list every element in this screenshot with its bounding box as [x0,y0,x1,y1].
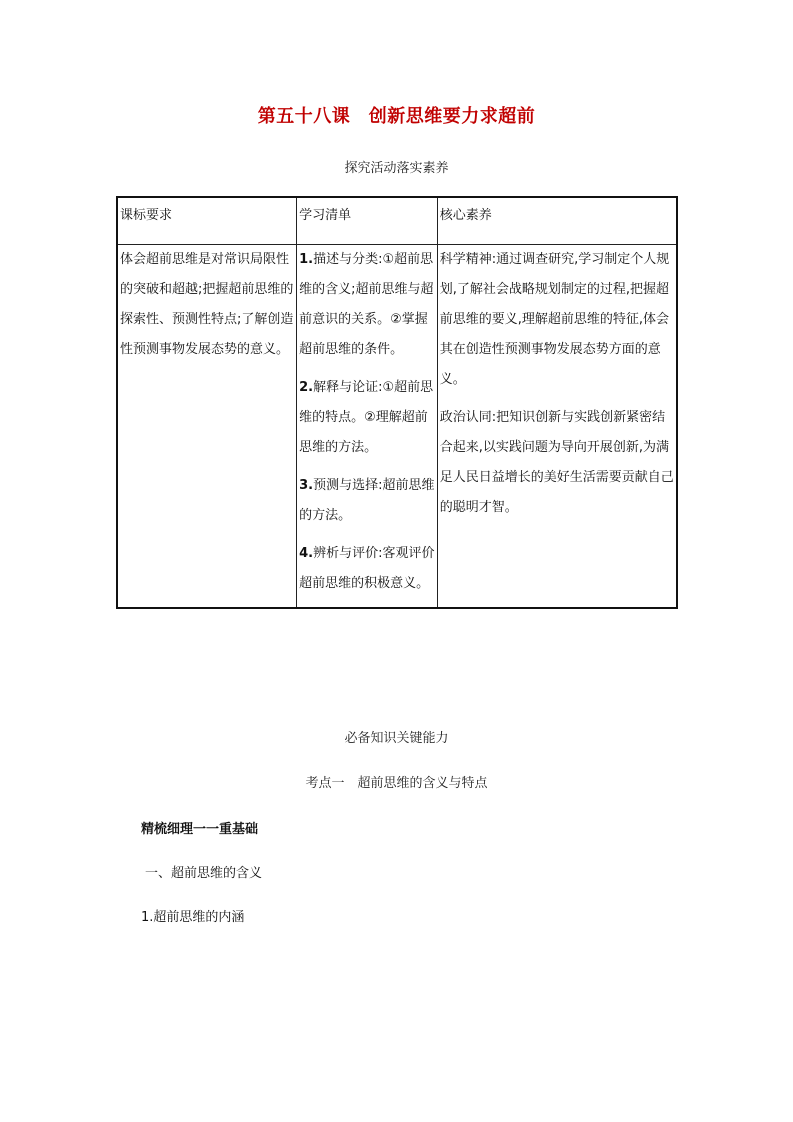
curriculum-table [116,196,678,609]
list-item: 3.预测与选择:超前思维的方法。 [299,478,435,523]
table-row [117,245,677,609]
core-paragraph-politics: 政治认同:把知识创新与实践创新紧密结合起来,以实践问题为导向开展创新,为满足人民日益增长的美好生活需要贡献自己的聪明才智。 [439,410,674,515]
list-item: 4.辨析与评价:客观评价超前思维的积极意义。 [299,546,435,591]
basics-heading: 精梳细理一一重基础 [141,822,259,837]
core-literacy-cell [437,245,677,609]
topic-title: 考点一 超前思维的含义与特点 [305,776,488,791]
requirement-text: 体会超前思维是对常识局限性的突破和超越;把握超前思维的探索性、预测性特点;了解创造性预测事物发展态势的意义。 [120,252,294,357]
heading-meaning: 一、超前思维的含义 [145,866,263,881]
header-study-list: 学习清单 [297,197,438,245]
section-title: 必备知识关键能力 [344,731,449,746]
list-item: 2.解释与论证:①超前思维的特点。②理解超前思维的方法。 [299,380,434,455]
header-requirement: 课标要求 [117,197,297,245]
core-paragraph-science: 科学精神:通过调查研究,学习制定个人规划,了解社会战略规划制定的过程,把握超前思维的要义,理解超前思维的特征,体会其在创造性预测事物发展态势方面的意义。 [439,252,670,387]
lesson-title: 第五十八课 创新思维要力求超前 [257,106,536,127]
header-core-literacy: 核心素养 [437,197,677,245]
study-list-cell [297,245,438,609]
heading-connotation: 1.超前思维的内涵 [141,910,245,925]
table-header-row [117,197,677,245]
list-item: 1.描述与分类:①超前思维的含义;超前思维与超前意识的关系。②掌握超前思维的条件。 [299,252,434,357]
requirement-cell [117,245,297,609]
activity-subtitle: 探究活动落实素养 [344,161,449,176]
